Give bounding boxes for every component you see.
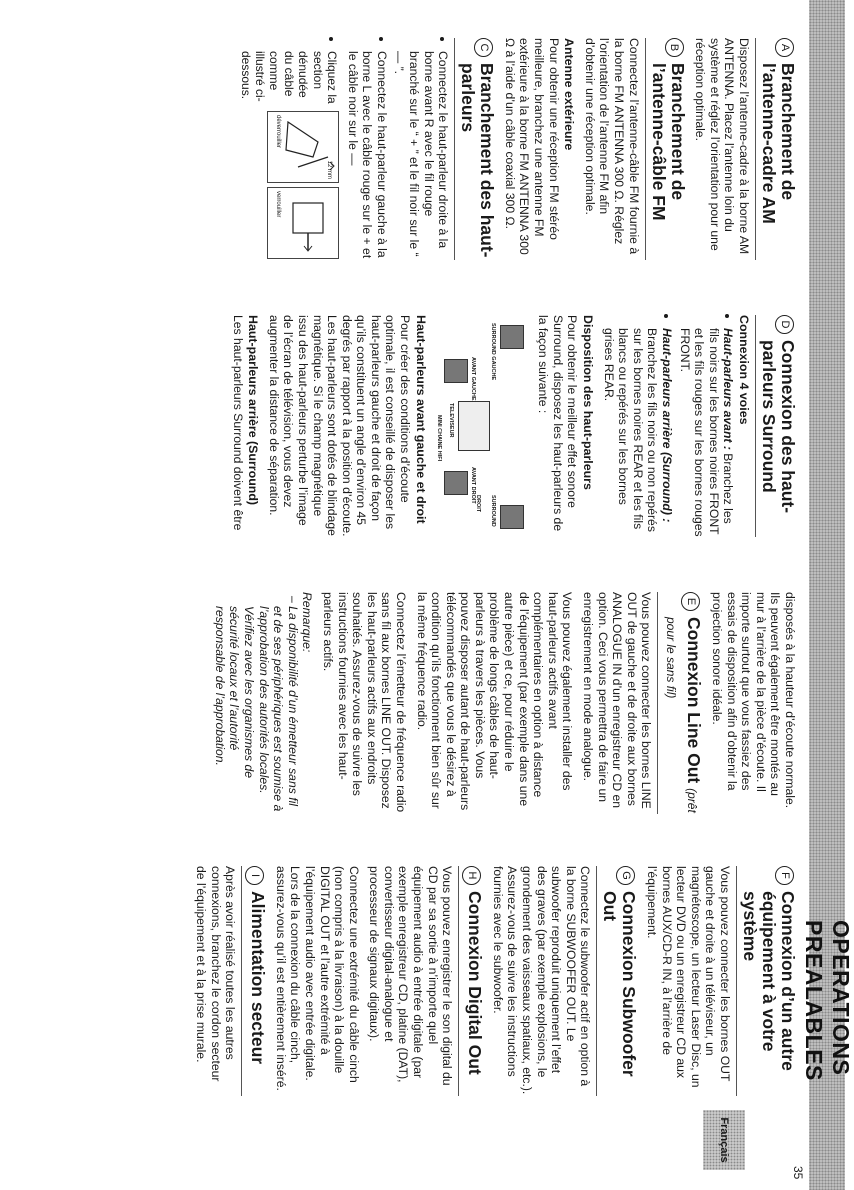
section-title: Branchement de l’antenne-cadre AM bbox=[759, 63, 798, 224]
lock-label: verrouiller bbox=[274, 191, 281, 218]
figure-label: SURROUND GAUCHE bbox=[489, 323, 496, 381]
strip-length-label: 12 mm bbox=[326, 160, 333, 179]
list-text: Branchez les fils noirs sur les bornes noires FRONT et les fils rouges sur les bornes rouges FRONT. bbox=[677, 328, 736, 537]
paragraph: Vous pouvez connecter les bornes OUT gauche et droite à un téléviseur, un magnétoscope, un lecteur Laser Disc, un lecteur DVD ou un enregistreur CD aux bornes AUX/CD-R IN, à l’arrière de l’équipement. bbox=[645, 866, 732, 1088]
paragraph: Connectez l’émetteur de fréquence radio sans fil aux bornes LINE OUT. Disposez les haut-parleurs actifs aux endroits souhaités. Assurez-vous de suivre les instructions fournies avec les haut-parleurs actifs. bbox=[320, 592, 408, 813]
section-g-heading bbox=[596, 866, 638, 1096]
paragraph: Vous pouvez enregistrer le son digital du CD par sa sortie à n’importe quel équipement audio à entrée digitale (par exemple enregistreur CD, platine (DAT), convertisseur digital-analogue et processeur de signaux digitaux). bbox=[367, 866, 455, 1086]
section-letter-badge: I bbox=[245, 866, 264, 885]
page-title: OPERATIONS PREALABLES bbox=[801, 920, 854, 1081]
paragraph: Pour obtenir une réception FM stéréo meilleure, branchez une antenne FM extérieure à la borne FM ANTENNA 300 Ω à l’aide d’un câble coaxial 300 Ω. bbox=[502, 38, 561, 255]
section-letter-badge: D bbox=[775, 315, 794, 334]
paragraph: disposés à la hauteur d’écoute normale. Ils peuvent également être montés au mur à l’arrière de la pièce d’écoute. Il importe surtout que vous fassiez des essais de disposition afin d’obtenir la projection sonore idéale. bbox=[710, 592, 797, 809]
list-item: • Connectez le haut-parleur droite à la borne avant R avec le fil rouge branché sur le “ + ” et le fil noir sur le “ — ”. bbox=[392, 51, 450, 260]
subheading: Disposition des haut-parleurs bbox=[581, 315, 596, 490]
figure-label: MINI CHAINE HIFI bbox=[435, 415, 442, 462]
speaker-front-left bbox=[444, 359, 468, 383]
paragraph: Vous pouvez connecter les bornes LINE OUT de gauche et de droite aux bornes ANALOGUE IN d’un enregistreur CD en option. Ceci vous permettra de faire un enregistrement en mode analogue. bbox=[581, 592, 654, 809]
list-text: Branchez les fils noirs ou non repérés sur les bornes noires REAR et les fils blancs ou repérés sur les bornes grises REAR. bbox=[601, 328, 660, 532]
column-2 bbox=[57, 315, 797, 537]
page-number: 35 bbox=[791, 1166, 805, 1180]
column-1 bbox=[57, 38, 797, 260]
figure-label: SURROUND DROIT bbox=[475, 495, 496, 527]
emphasis: Haut-parleurs arrière (Surround) : bbox=[660, 328, 675, 523]
column-3 bbox=[57, 592, 797, 814]
bullet-list bbox=[601, 315, 735, 537]
section-d-heading bbox=[755, 315, 797, 537]
paragraph: Vous pouvez également installer des haut-parleurs actifs avant complémentaires en option à distance de l’équipement (par exemple dans une autre pièce) et ce, pour réduire le problème de longs câbles de haut-parleurs à travers les pièces. Vous pouvez disposer autant de haut-parleurs télécommandés que vous le désirez à condition qu’ils fonctionnent bien sûr sur la même fréquence radio. bbox=[414, 592, 575, 811]
lock-illustration bbox=[267, 187, 339, 259]
bullet-list bbox=[238, 38, 450, 260]
section-letter-badge: F bbox=[775, 866, 794, 885]
section-c-heading bbox=[454, 38, 496, 260]
section-title: Connexion Digital Out bbox=[465, 891, 486, 1075]
section-letter-badge: C bbox=[474, 38, 493, 57]
section-b-text: Connectez l’antenne-câble FM fournie à la borne FM ANTENNA 300 Ω. Réglez l’orientation de l’antenne FM afin d’obtenir une réception optimale. bbox=[582, 38, 641, 255]
column-4 bbox=[57, 866, 797, 1096]
paragraph: Pour créer des conditions d’écoute optimale, il est conseillé de disposer les haut-parleurs gauche et droit de façon qu’ils constituent un angle d’environ 45 degrés par rapport à la position d’écoute. Les haut-parleurs sont dotés de blindage magnétique. Si le champ magnétique issu des haut-parleurs perturbe l’image de l’écran de télévision, vous devez augmenter la distance de séparation. bbox=[266, 315, 413, 537]
list-item bbox=[677, 328, 735, 537]
section-title: Branchement des haut-parleurs bbox=[458, 63, 498, 258]
section-letter-badge: G bbox=[616, 866, 635, 885]
section-letter-badge: E bbox=[681, 592, 700, 611]
section-title: Connexion d’un autre équipement à votre système bbox=[740, 891, 798, 1071]
emphasis: Haut-parleurs avant : bbox=[721, 328, 736, 450]
unlock-label: déverrouiller bbox=[274, 115, 281, 149]
subheading: Antenne extérieure bbox=[562, 38, 577, 151]
note-title: Remarque: bbox=[300, 592, 315, 653]
section-title: Connexion des haut-parleurs Surround bbox=[759, 340, 798, 514]
list-item: • Connectez le haut-parleur gauche à la borne L avec le câble rouge sur le + et le câble noir sur le — bbox=[345, 51, 389, 260]
note-text: – La disponibilité d’un émetteur sans fil et de ses périphériques est soumise à l’approbation des autorités locales. bbox=[256, 596, 300, 812]
section-title bbox=[661, 617, 703, 814]
list-item bbox=[601, 328, 674, 537]
section-letter-badge: A bbox=[775, 38, 794, 57]
speaker-surround-right bbox=[500, 505, 524, 529]
title-subtext: (prêt pour le sans fil) bbox=[664, 617, 700, 813]
section-letter-badge: H bbox=[462, 866, 481, 885]
section-a-text: Disposez l’antenne-cadre à la borne AM ANTENNA. Placez l’antenne loin du système et réglez l’orientation pour une réception optimale. bbox=[693, 38, 751, 255]
language-tab: Français bbox=[703, 1110, 745, 1170]
unlock-illustration bbox=[267, 111, 339, 183]
section-i-heading bbox=[241, 866, 267, 1096]
figure-label: TELEVISEUR bbox=[447, 403, 454, 438]
subheading: Connexion 4 voies bbox=[737, 315, 751, 425]
figure-label: AVANT GAUCHE bbox=[469, 357, 476, 401]
paragraph: Après avoir réalisé toutes les autres connexions, branchez le cordon secteur de l’équipement et à la prise murale. bbox=[193, 866, 238, 1082]
note-text: Vérifiez avec les organismes de sécurité locaux et l’autorité responsable de l’approbation. bbox=[212, 606, 256, 779]
paragraph: Connectez le subwoofer actif en option à la borne SUBWOOFER OUT. Le subwoofer reproduit uniquement l’effet des graves (par exemple explosions, le grondement des vaisseaux spatiaux, etc.). Assurez-vous de suivre les instructions fournies avec le subwoofer. bbox=[490, 866, 593, 1095]
section-title: Alimentation secteur bbox=[248, 891, 269, 1065]
section-title: Branchement de l’antenne-câble FM bbox=[648, 63, 688, 221]
section-f-heading bbox=[736, 866, 797, 1096]
speaker-surround-left bbox=[500, 325, 524, 349]
speaker-layout-figure bbox=[434, 315, 530, 537]
list-item bbox=[238, 51, 339, 260]
speaker-front-right bbox=[444, 471, 468, 495]
subheading: Haut-parleurs arrière (Surround) bbox=[246, 315, 261, 506]
television bbox=[458, 401, 490, 451]
section-title: Connexion Subwoofer Out bbox=[600, 891, 640, 1077]
section-e-heading bbox=[657, 592, 703, 814]
section-b-heading bbox=[645, 38, 687, 260]
title-text: Connexion Line Out bbox=[684, 617, 705, 784]
section-h-heading bbox=[458, 866, 484, 1096]
paragraph: Connectez une extrémité du câble cinch (non compris à la livraison) à la douille DIGITAL OUT et l’autre extrémité à l’équipement audio avec entrée digitale. Lors de la connexion du câble cinch, assurez-vous qu’il est entièrement inséré. bbox=[273, 866, 361, 1091]
figure-label: AVANT DROIT bbox=[469, 467, 476, 504]
figure-row bbox=[238, 51, 339, 260]
section-a-heading bbox=[755, 38, 797, 260]
paragraph: Pour obtenir le meilleur effet sonore Surround, disposez les haut-parleurs de la façon suivante : bbox=[536, 315, 580, 532]
subheading: Haut-parleurs avant gauche et droit bbox=[413, 315, 428, 524]
terminal-lock-icon bbox=[278, 188, 338, 258]
figure-caption: • Cliquez la section dénudée du câble comme illustré ci-dessous. bbox=[238, 51, 340, 104]
paragraph: Les haut-parleurs Surround doivent être bbox=[230, 315, 245, 531]
section-letter-badge: B bbox=[665, 38, 684, 57]
